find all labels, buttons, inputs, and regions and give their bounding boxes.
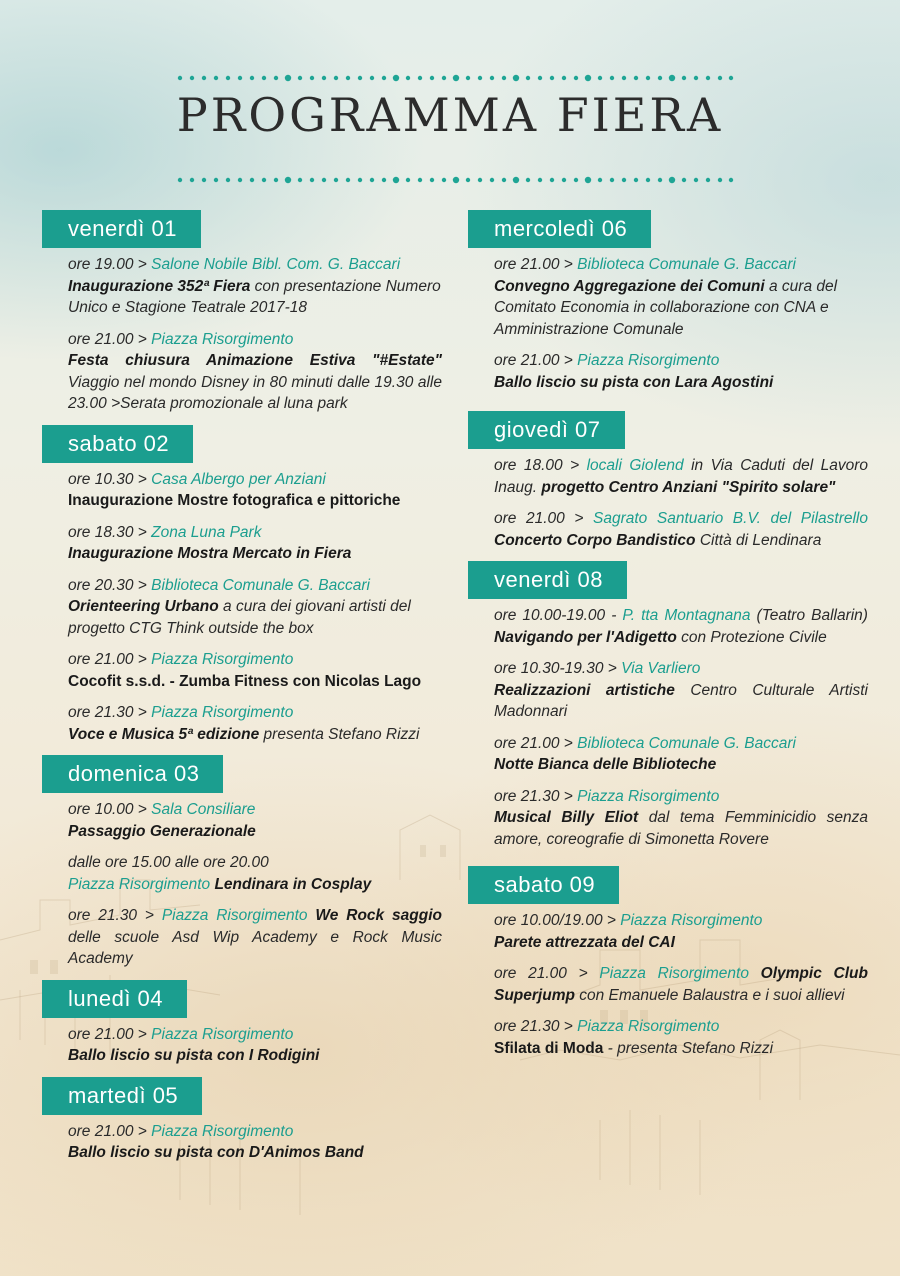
event-item bbox=[68, 905, 442, 970]
day-header: venerdì 01 bbox=[42, 210, 201, 248]
event-item bbox=[68, 522, 442, 565]
event-desc: con Emanuele Balaustra e i suoi allievi bbox=[574, 986, 845, 1004]
event-time: ore 20.30 > bbox=[68, 576, 152, 594]
day-header: giovedì 07 bbox=[468, 411, 625, 449]
event-pretext: (Teatro Ballarin) bbox=[750, 607, 868, 624]
event-desc: presenta Stefano Rizzi bbox=[259, 725, 420, 743]
day-block bbox=[42, 210, 442, 415]
event-place: Via Varliero bbox=[621, 660, 701, 677]
event-title: Realizzazioni artistiche bbox=[494, 681, 675, 699]
event-time: ore 21.30 > bbox=[494, 787, 578, 805]
bottom-dot-divider bbox=[175, 175, 735, 185]
event-desc: - presenta Stefano Rizzi bbox=[603, 1039, 774, 1057]
event-desc: con Protezione Civile bbox=[676, 628, 827, 646]
day-header: mercoledì 06 bbox=[468, 210, 651, 248]
event-item bbox=[494, 910, 868, 953]
event-time: ore 10.00-19.00 - bbox=[494, 607, 623, 624]
event-title: Festa chiusura Animazione Estiva "#Estate" bbox=[68, 352, 442, 369]
event-time: ore 21.30 > bbox=[68, 704, 152, 721]
event-item bbox=[68, 575, 442, 640]
event-place: Piazza Risorgimento bbox=[151, 704, 294, 721]
event-time: ore 21.00 > bbox=[494, 734, 578, 752]
day-block bbox=[468, 561, 868, 850]
event-desc: a cura dei giovani artisti del progetto CTG Think outside the box bbox=[68, 598, 411, 637]
left-column bbox=[42, 210, 442, 1174]
event-title: Voce e Musica 5ª edizione bbox=[68, 725, 260, 743]
day-header: sabato 02 bbox=[42, 425, 193, 463]
event-desc: dal tema Femminicidio senza amore, coreografie di Simonetta Rovere bbox=[494, 809, 869, 848]
event-time: ore 10.30-19.30 > bbox=[494, 660, 622, 677]
event-title: progetto Centro Anziani "Spirito solare" bbox=[541, 478, 836, 496]
day-block bbox=[468, 411, 868, 551]
event-title: Ballo liscio su pista con D'Animos Band bbox=[68, 1144, 364, 1161]
event-time: dalle ore 15.00 alle ore 20.00 bbox=[68, 854, 269, 871]
day-block bbox=[468, 866, 868, 1059]
day-header: lunedì 04 bbox=[42, 980, 187, 1018]
event-place: P. tta Montagnana bbox=[622, 607, 751, 624]
event-place: Biblioteca Comunale G. Baccari bbox=[151, 576, 370, 594]
event-title: Ballo liscio su pista con Lara Agostini bbox=[494, 373, 774, 391]
event-title: Orienteering Urbano bbox=[68, 598, 219, 615]
day-block bbox=[468, 210, 868, 393]
event-time: ore 18.30 > bbox=[68, 523, 152, 541]
event-time: ore 21.00 > bbox=[494, 510, 593, 527]
event-time: ore 18.00 > bbox=[494, 457, 587, 474]
event-place: Piazza Risorgimento bbox=[577, 352, 720, 369]
event-desc: Centro Culturale Artisti Madonnari bbox=[494, 681, 868, 720]
event-time: ore 21.00 > bbox=[494, 965, 600, 982]
event-place: Piazza Risorgimento bbox=[68, 875, 211, 893]
event-item bbox=[68, 469, 442, 512]
top-dot-divider bbox=[175, 73, 735, 83]
event-item bbox=[494, 658, 868, 723]
event-item bbox=[68, 702, 442, 745]
event-item bbox=[68, 1024, 442, 1067]
event-title: Ballo liscio su pista con I Rodigini bbox=[68, 1047, 320, 1064]
event-title: Inaugurazione Mostra Mercato in Fiera bbox=[68, 545, 352, 562]
event-place: Casa Albergo per Anziani bbox=[151, 470, 326, 488]
event-item bbox=[68, 852, 442, 895]
event-desc: a cura del Comitato Economia in collaborazione con CNA e Amministrazione Comunale bbox=[494, 277, 838, 338]
event-place: Piazza Risorgimento bbox=[620, 912, 763, 929]
event-time: ore 10.00/19.00 > bbox=[494, 912, 621, 929]
event-title: Notte Bianca delle Biblioteche bbox=[494, 756, 717, 773]
event-place: locali GioIend bbox=[586, 457, 684, 474]
event-title: Sfilata di Moda bbox=[494, 1039, 604, 1057]
event-item bbox=[68, 799, 442, 842]
event-title: Passaggio Generazionale bbox=[68, 822, 256, 840]
event-place: Piazza Risorgimento bbox=[577, 1018, 720, 1035]
event-time: ore 10.00 > bbox=[68, 801, 152, 818]
event-time: ore 21.30 > bbox=[68, 907, 162, 924]
event-desc: delle scuole Asd Wip Academy e Rock Music Academy bbox=[68, 928, 442, 967]
day-header: domenica 03 bbox=[42, 755, 223, 793]
event-title: We Rock saggio bbox=[315, 907, 442, 924]
day-block bbox=[42, 1077, 442, 1164]
event-desc: con presentazione Numero Unico e Stagione Teatrale 2017-18 bbox=[68, 277, 441, 316]
right-column bbox=[468, 210, 868, 1069]
event-title: Inaugurazione 352ª Fiera bbox=[68, 277, 251, 295]
event-place: Salone Nobile Bibl. Com. G. Baccari bbox=[151, 256, 401, 273]
event-place: Biblioteca Comunale G. Baccari bbox=[577, 734, 796, 752]
event-time: ore 19.00 > bbox=[68, 256, 152, 273]
event-time: ore 10.30 > bbox=[68, 470, 152, 488]
event-time: ore 21.30 > bbox=[494, 1018, 578, 1035]
event-title: Musical Billy Eliot bbox=[494, 809, 639, 826]
event-title: Navigando per l'Adigetto bbox=[494, 628, 677, 646]
event-place: Biblioteca Comunale G. Baccari bbox=[577, 256, 796, 273]
day-header: martedì 05 bbox=[42, 1077, 202, 1115]
event-place: Sagrato Santuario B.V. del Pilastrello bbox=[593, 510, 868, 527]
event-time: ore 21.00 > bbox=[68, 1122, 152, 1140]
event-desc: Città di Lendinara bbox=[695, 531, 822, 549]
event-place: Zona Luna Park bbox=[151, 523, 262, 541]
event-time: ore 21.00 > bbox=[494, 352, 578, 369]
event-item bbox=[494, 1016, 868, 1059]
event-item bbox=[68, 1121, 442, 1164]
day-block bbox=[42, 755, 442, 970]
day-block bbox=[42, 425, 442, 746]
event-item bbox=[68, 254, 442, 319]
event-time: ore 21.00 > bbox=[68, 1025, 152, 1043]
event-desc: Viaggio nel mondo Disney in 80 minuti dalle 19.30 alle 23.00 >Serata promozionale al luna park bbox=[68, 373, 442, 412]
event-title: Olympic Club Superjump bbox=[494, 965, 868, 1004]
event-item bbox=[494, 508, 868, 551]
event-item bbox=[494, 786, 868, 851]
event-time: ore 21.00 > bbox=[68, 651, 152, 668]
event-title: Parete attrezzata del CAI bbox=[494, 933, 675, 951]
event-place: Piazza Risorgimento bbox=[577, 787, 720, 805]
event-item bbox=[494, 254, 868, 340]
day-block bbox=[42, 980, 442, 1067]
event-place: Piazza Risorgimento bbox=[151, 330, 294, 348]
day-header: sabato 09 bbox=[468, 866, 619, 904]
event-time: ore 21.00 > bbox=[68, 330, 152, 348]
event-place: Sala Consiliare bbox=[151, 801, 256, 818]
event-place: Piazza Risorgimento bbox=[151, 1122, 294, 1140]
event-place: Piazza Risorgimento bbox=[161, 907, 308, 924]
event-pretext: in Via Caduti del Lavoro Inaug. bbox=[494, 457, 868, 496]
event-item bbox=[68, 649, 442, 692]
day-header: venerdì 08 bbox=[468, 561, 627, 599]
event-title: Concerto Corpo Bandistico bbox=[494, 531, 696, 549]
event-time: ore 21.00 > bbox=[494, 256, 578, 273]
event-place: Piazza Risorgimento bbox=[599, 965, 749, 982]
event-item bbox=[494, 455, 868, 498]
event-title: Inaugurazione Mostre fotografica e pittoriche bbox=[68, 492, 401, 509]
event-title: Convegno Aggregazione dei Comuni bbox=[494, 277, 765, 295]
event-item bbox=[494, 605, 868, 648]
event-item bbox=[68, 329, 442, 415]
event-title: Lendinara in Cosplay bbox=[214, 875, 372, 893]
event-item bbox=[494, 733, 868, 776]
event-item bbox=[494, 963, 868, 1006]
event-title: Cocofit s.s.d. - Zumba Fitness con Nicolas Lago bbox=[68, 672, 422, 690]
event-place: Piazza Risorgimento bbox=[151, 651, 294, 668]
event-item bbox=[494, 350, 868, 393]
event-place: Piazza Risorgimento bbox=[151, 1025, 294, 1043]
page-title: PROGRAMMA FIERA bbox=[176, 88, 724, 142]
